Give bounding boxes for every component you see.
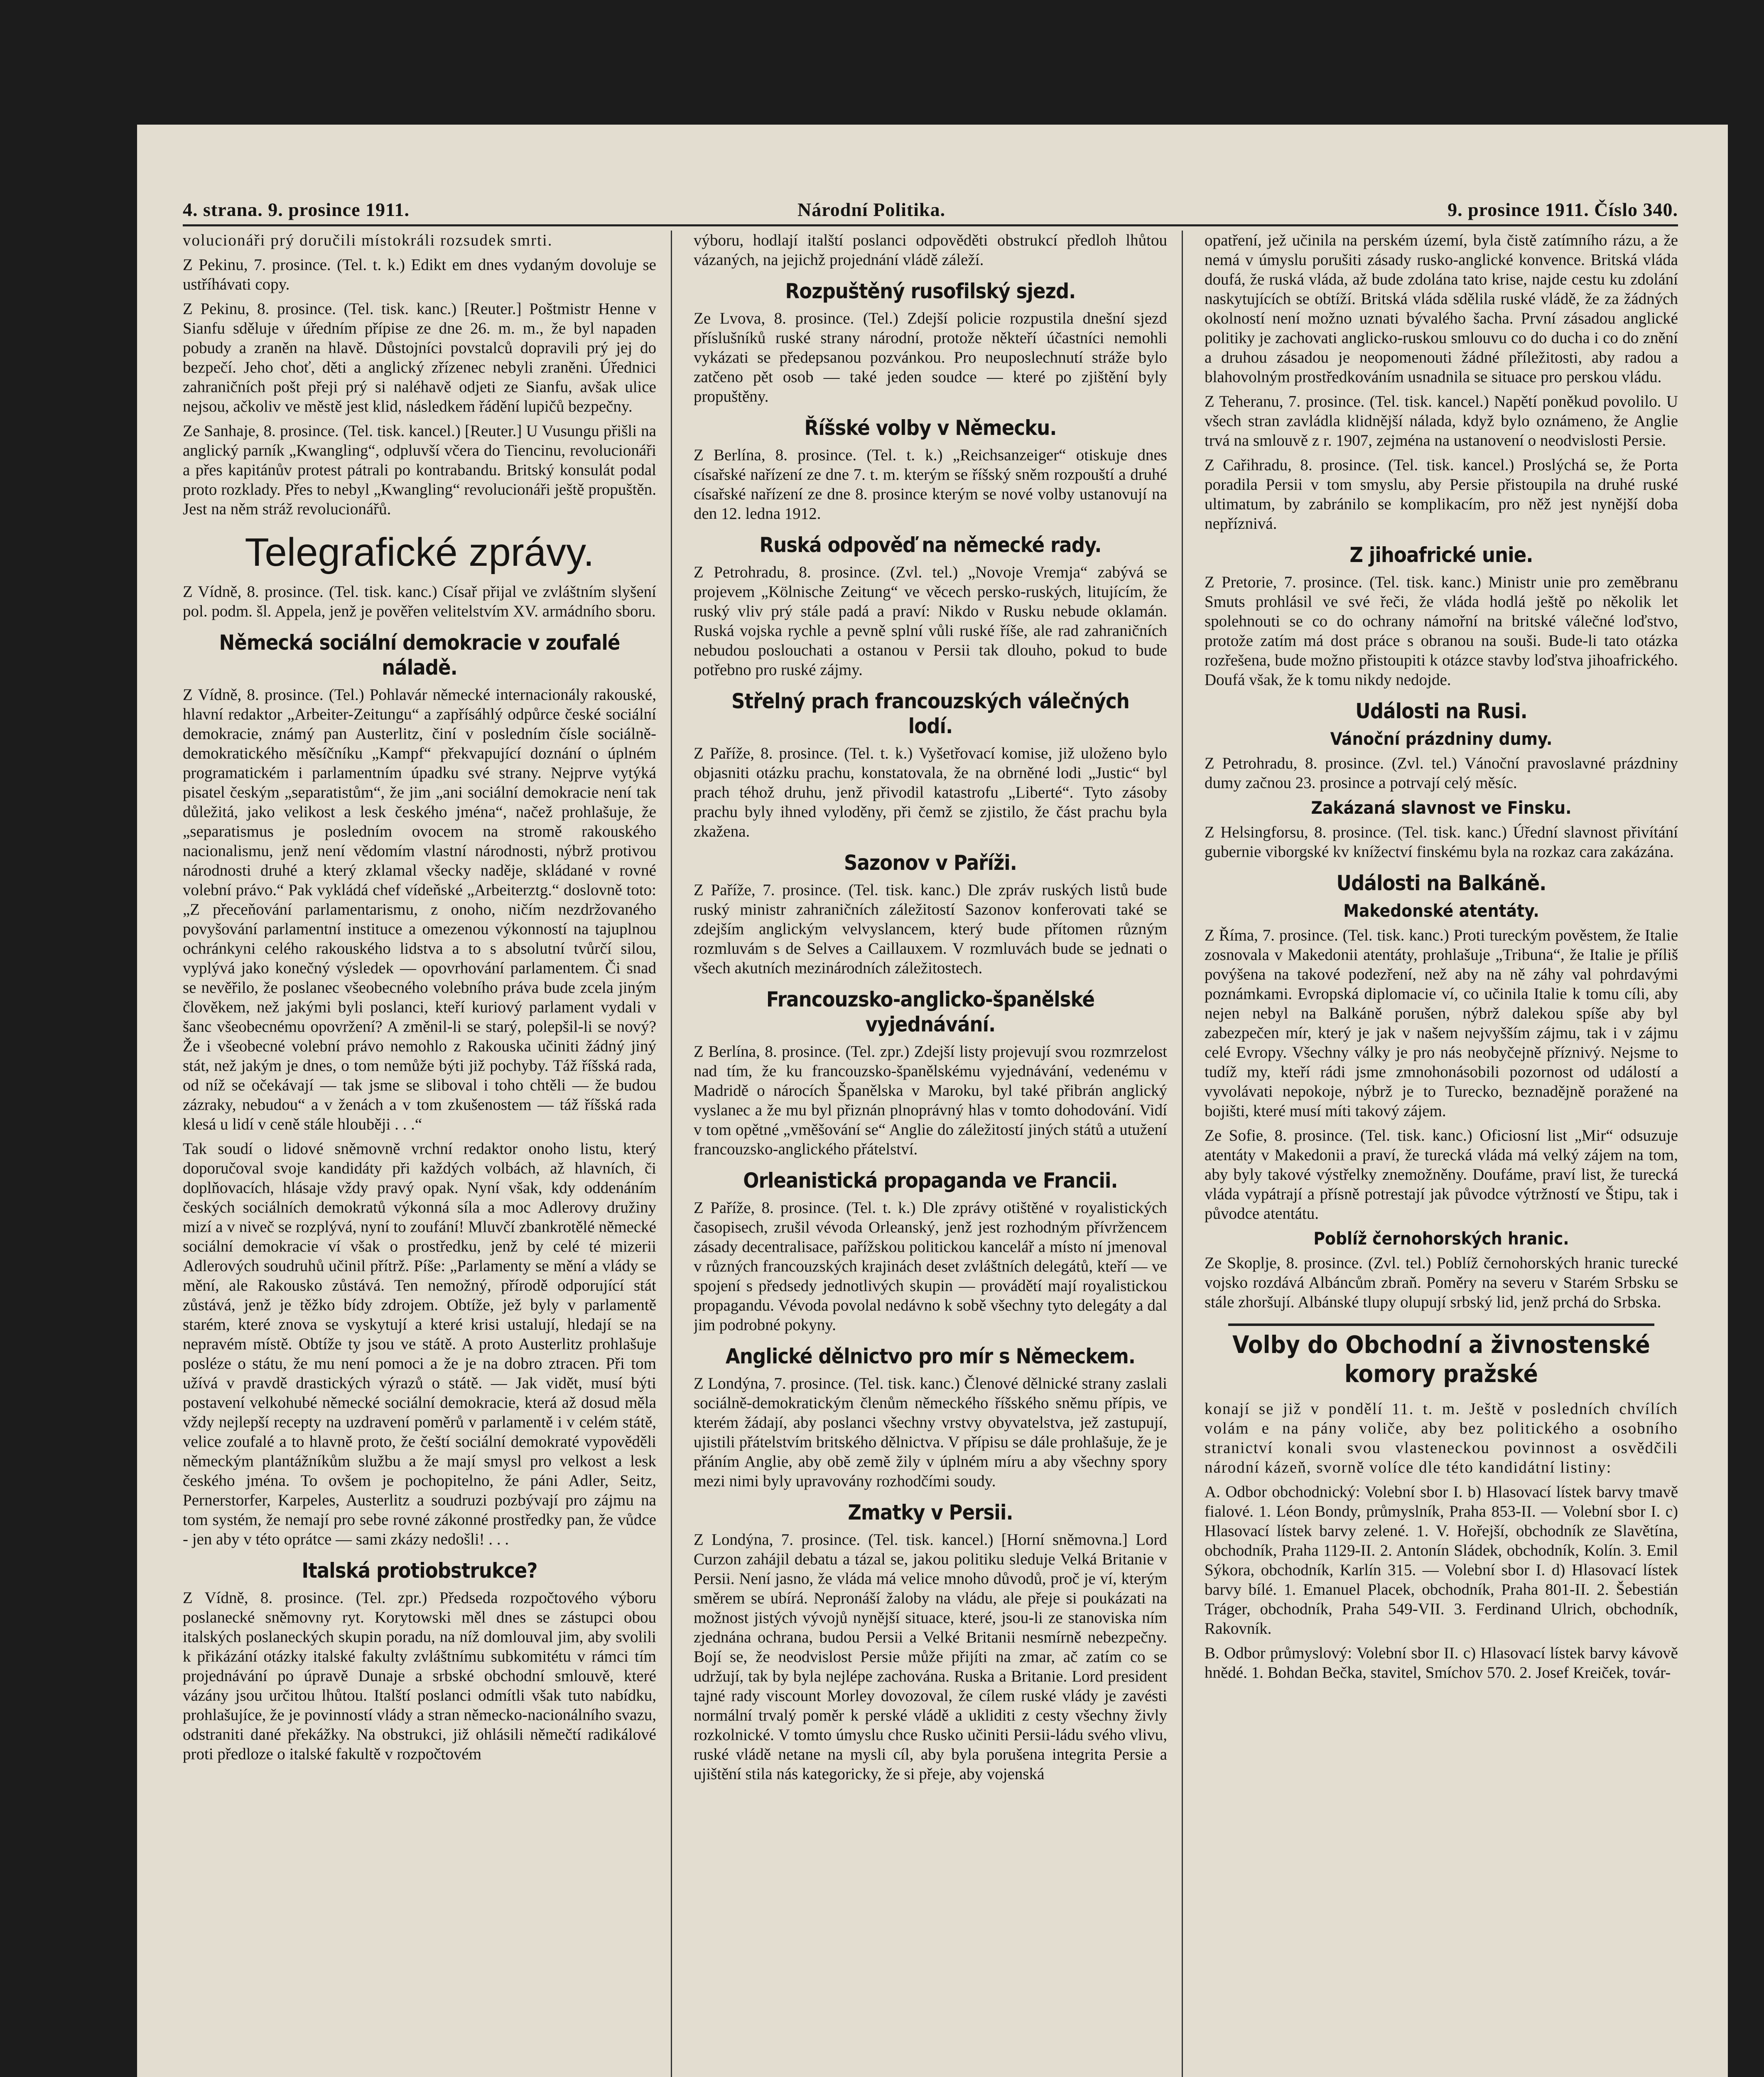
article-paragraph: Z Londýna, 7. prosince. (Tel. tisk. kanc.) Členové dělnické strany zaslali sociálně-demokratickým členům německého říšského sněmu přípis, ve kterém žádají, aby poslanci všechny vrstvy obyvatelstva, jež zastupují, ujistili přátelstvím britského dělnictva. V přípisu se dále prohlašuje, že je přáním Anglie, aby obě země žily v úplném míru a aby všechny spory mezi nimi byly upravovány rozhodčími soudy.: [694, 1375, 1167, 1490]
article-paragraph: A. Odbor obchodnický: Volební sbor I. b) Hlasovací lístek barvy tmavě fialové. 1. Léon Bondy, průmyslník, Praha 853-II. — Volební sbor I. c) Hlasovací lístek barvy zelené. 1. V. Hořejší, obchodník ze Slavětína, obchodník, Praha 1129-II. 2. Antonín Sládek, obchodník, Kolín. 3. Emil Sýkora, obchodník, Karlín 315. — Volební sbor I. d) Hlasovací lístek barvy bílé. 1. Emanuel Placek, obchodník, Praha 801-II. 2. Šebestián Tráger, obchodník, Praha 549-VII. 3. Ferdinand Ulrich, obchodník, Rakovník.: [1205, 1483, 1678, 1638]
article-heading: Ruská odpověď na německé rady.: [759, 533, 1102, 557]
article-paragraph: B. Odbor průmyslový: Volební sbor II. c) Hlasovací lístek barvy kávově hnědé. 1. Bohdan Bečka, stavitel, Smíchov 570. 2. Josef Kreiček, továr-: [1205, 1644, 1678, 1682]
article-paragraph: Z Teheranu, 7. prosince. (Tel. tisk. kancel.) Napětí poněkud povolilo. U všech stran zavládla klidnější nálada, když bylo oznámeno, že Anglie trvá na smlouvě z r. 1907, zejména na ustanovení o neodvislosti Persie.: [1205, 393, 1678, 449]
article-paragraph: Ze Lvova, 8. prosince. (Tel.) Zdejší policie rozpustila dnešní sjezd příslušníků ruské strany národní, protože někteří účastníci nemohli vykázati se předepsanou pozvánkou. Pro neuposlechnutí stráže bylo zatčeno pět osob — také jeden soudce — které po zjištění byly propuštěny.: [694, 309, 1167, 405]
header-date-left: 4. strana. 9. prosince 1911.: [183, 199, 410, 220]
article-heading: Události na Balkáně.: [1336, 871, 1546, 895]
article-paragraph: volucionáři prý doručili místokráli rozsudek smrti.: [183, 231, 553, 249]
section-heading-telegraf: Telegrafické zprávy.: [245, 530, 594, 574]
column-rule: [1182, 231, 1183, 2077]
article-paragraph: Ze Sanhaje, 8. prosince. (Tel. tisk. kancel.) [Reuter.] U Vusungu přišli na anglický parník „Kwangling“, odpluvší včera do Tiencinu, revolucionáři a přes kapitánův protest pátrali po kontrabandu. Britský konsulát podal proto rozklady. Přes to nebyl „Kwangling“ revolucionáři ještě propuštěn. Jest na něm stráž revolucionářů.: [183, 422, 656, 518]
article-paragraph: opatření, jež učinila na perském území, byla čistě zatímního rázu, a že nemá v úmyslu porušiti zásady rusko-anglické konvence. Britská vláda doufá, že ruská vláda, až bude zdolána tato krise, najde cestu ku zdolání naskytujících se obtíží. Britská vláda sdělila ruské vládě, že za žádných okolností není možno uznati bývalého šacha. První zásadou anglické politiky je zachovati anglicko-ruskou smlouvu co do ducha i co do znění a druhou zásadou je neopomenouti žádné příležitosti, aby radou a blahovolným prostředkováním usnadnila se situace pro perskou vládu.: [1205, 231, 1678, 386]
article-paragraph: Z Paříže, 8. prosince. (Tel. t. k.) Dle zprávy otištěné v royalistických časopisech, zrušil vévoda Orleanský, jenž jest rozhodným přívržencem zásady decentralisace, pařížskou politickou kancelář a místo ní jmenoval v různých francouzských krajinách deset zvláštních delegátů, kteří — ve spojení s předsedy jednotlivých skupin — provádětí mají royalistickou propagandu. Vévoda povolal nedávno k sobě všechny tyto delegáty a dal jim podrobné pokyny.: [694, 1199, 1167, 1334]
article-paragraph: Z Vídně, 8. prosince. (Tel. zpr.) Předseda rozpočtového výboru poslanecké sněmovny ryt. Korytowski měl dnes se zástupci obou italských poslaneckých skupin poradu, na níž domlouval jim, aby svolili k přikázání otázky italské fakulty zvláštnímu subkomitétu v rámci tím projednávání po úpravě Dunaje a srbské obchodní smlouvě, které vázány jsou určitou lhůtou. Italští poslanci odmítli však tuto nabídku, prohlašujíce, že je povinností vlády a stran německo-nacionálního svazu, odstraniti dané překážky. Na obstrukci, již ohlásili němečtí radikálové proti předloze o italské fakultě v rozpočtovém: [183, 1589, 656, 1763]
article-subheading: Poblíž černohorských hranic.: [1313, 1228, 1569, 1249]
header-issue-right: 9. prosince 1911. Číslo 340.: [1448, 199, 1678, 220]
article-paragraph: Z Vídně, 8. prosince. (Tel.) Pohlavár německé internacionály rakouské, hlavní redaktor „Arbeiter-Zeitungu“ a zapřísáhlý odpůrce české sociální demokracie, známý pan Austerlitz, činí v posledním čísle sociálně-demokratického měsíčníku „Kampf“ překvapující doznání o úplném programatickém i parlamentním úpadku své strany. Nejprve vytýká pisatel českým „separatistům“, že jim „ani sociální demokracie není tak důležitá, jako velikost a lesk českého jména“, načež prohlašuje, že „separatismus je posledním ovocem na stromě rakouského nacionalismu, jenž není vědomím vlastní národnosti, nýbrž protivou národnosti druhé a který zklamal všecky naděje, skládané v rovné volební právo.“ Pak vykládá chef vídeňské „Arbeiterztg.“ doslovně toto: „Z přeceňování parlamentarismu, z onoho, ničím nezdržovaného povyšování parlamentní instituce a omezenou výkonností na tajuplnou ochránkyni celého rakouského lidstva a to s absolutní tvůrčí silou, vyplývá jako konečný výsledek — opovrhování parlamentem. Či snad se nevěřilo, že poslanec všeobecného volebního práva bude zcela jiným člověkem, než jakými byli poslanci, kteří kuriový parlament vydali v šanc všeobecnému opovržení? A změnil-li se starý, polepšil-li se nový? Že i všeobecné volební právo nemohlo z Rakouska učiniti žádný jiný stát, než jakým je dnes, o tom nemůže býti již pochyby. Táž říšská rada, od níž se očekávají — tak jsme se sliboval i toho chtěli — že budou zázraky, nebudou“ a v ženách a v tom zkušenostem — táž říšská rada klesá u lidí v ceně stále hlouběji . . .“: [183, 686, 656, 1133]
article-paragraph: Z Petrohradu, 8. prosince. (Zvl. tel.) „Novoje Vremja“ zabývá se projevem „Kölnische Zeitung“ ve věcech persko-ruských, litujícím, že ruský vliv prý stále padá a praví: Nikdo v Rusku nebude oklamán. Ruská vojska rychle a pevně splní vůli ruské říše, ale rad zahraničních nebudou poslouchati a ostanou v Persii tak dlouho, pokud to bude potřebno pro ruské zájmy.: [694, 563, 1167, 679]
article-paragraph: Z Berlína, 8. prosince. (Tel. t. k.) „Reichsanzeiger“ otiskuje dnes císařské nařízení ze dne 7. t. m. kterým se říšský sněm rozpouští a druhé císařské nařízení ze dne 8. prosince kterým se nové volby ustanovují na den 12. ledna 1912.: [694, 446, 1167, 523]
article-heading: Říšské volby v Německu.: [804, 416, 1057, 440]
article-paragraph: Z Pekinu, 7. prosince. (Tel. t. k.) Edikt em dnes vydaným dovoluje se ustříhávati copy.: [183, 256, 656, 293]
article-paragraph: Tak soudí o lidové sněmovně vrchní redaktor onoho listu, který doporučoval svoje kandidáty při každých volbách, až hlavních, či doplňovacích, hlásaje vždy pravý opak. Nyní však, kdy oddenáním českých sociálních demokratů výkonná síla a moc Adlerovy družiny mizí a v niveč se rozplývá, nyní to zoufání! Mluvčí zbankrotělé německé sociální demokracie ví však o prostředku, jenž by celé té mizerii Adlerových soudruhů učinil přítrž. Píše: „Parlamenty se mění a vlády se mění, ale Rakousko zůstává. Ten nemožný, přírodě odporující stát zůstává, jenž je těžko bídy zdrojem. Obtíže, jež byly v parlamentě starém, které znova se vyskytují a které krisi ustalují, hledají se na nepravém místě. Obtíže ty jsou ve státě. A proto Austerlitz prohlašuje posléze o státu, že mu není pomoci a že je na dobro ztracen. Při tom užívá v pravdě drastických výrazů o státě. — Jak vidět, musí býti postavení velkohubé německé sociální demokracie, která až dosud měla vždy nejlepší recepty na uzdravení poměrů v parlamentě i v celém státě, velice zoufalé a to hlavně proto, že čeští sociální demokraté vypověděli německým plantážníkům službu a že mají smysl pro velkost a lesk českého jména. To ovšem je pochopitelno, že páni Adler, Seitz, Pernerstorfer, Karpeles, Austerlitz a soudruzi pozbývají pro zájmu na tom systém, že nemají pro sebe rovné zákonné prostředky pan, že vůdce - jen aby v této oprátce — sami zkázy nedošli! . . .: [183, 1140, 656, 1548]
article-heading: Anglické dělnictvo pro mír s Německem.: [725, 1344, 1136, 1368]
article-paragraph: Z Berlína, 8. prosince. (Tel. zpr.) Zdejší listy projevují svou rozmrzelost nad tím, že ku francouzsko-španělskému vyjednávání, vedenému v Madridě o nárocích Španělska v Maroku, byl také přibrán anglický vyslanec a že mu byl přiznán plnoprávný hlas v tomto dohodování. Vidí v tom opětné „vměšování se“ Anglie do záležitostí jiných států a utužení francouzsko-anglického přátelství.: [694, 1043, 1167, 1158]
article-heading: Italská protiobstrukce?: [302, 1559, 537, 1583]
article-subheading: Vánoční prázdniny dumy.: [1330, 729, 1553, 749]
article-paragraph: Z Londýna, 7. prosince. (Tel. tisk. kancel.) [Horní sněmovna.] Lord Curzon zahájil debatu a tázal se, jakou politiku sleduje Velká Britanie v Persii. Není jasno, že vláda má velice mnoho důvodů, proč je ví, kterým směrem se ubírá. Nepronáší žaloby na vládu, ale přeje si poukázati na možnost jistých vývojů nynější situace, které, jsou-li ze stanoviska ním zjednána ochrana, budou Persii a Velké Britanii nesmírně nebezpečny. Bojí se, že neodvislost Persie může přijíti na zmar, ač zatím co se udržují, tak by byla nejlépe zachována. Ruska a Britanie. Lord president tajné rady viscount Morley dovozoval, že cílem ruské vlády je zavésti normální trvalý poměr k perské vládě a ukliditi z cesty všechny živly rozkolnické. V tomto úmyslu chce Rusko učiniti Persii-ládu svého vlivu, ruské vládě netane na mysli cíl, aby byla porušena integrita Persie a ujištění stila nás kategoricky, že si přeje, aby vojenská: [694, 1531, 1167, 1783]
column-1: [183, 231, 656, 2077]
article-heading: Zmatky v Persii.: [848, 1500, 1013, 1525]
article-heading: Střelný prach francouzských válečných lodí.: [731, 689, 1129, 738]
article-paragraph: Z Cařihradu, 8. prosince. (Tel. tisk. kancel.) Proslýchá se, že Porta poradila Persii v tom smyslu, aby Persie přistoupila na druhé ruské ultimatum, by zabránilo se komplikacím, pro něž jest nynější doba nepříznivá.: [1205, 456, 1678, 533]
column-3: [1205, 231, 1678, 2077]
article-heading: Události na Rusi.: [1355, 699, 1527, 723]
article-paragraph: Ze Skoplje, 8. prosince. (Zvl. tel.) Poblíž černohorských hranic turecké vojsko rozdává Albáncům zbraň. Poměry na severu v Starém Srbsku se stále zhoršují. Albánské tlupy olupují srbský lid, jenž prchá do Srbska.: [1205, 1254, 1678, 1311]
article-paragraph: Z Paříže, 8. prosince. (Tel. t. k.) Vyšetřovací komise, již uloženo bylo objasniti otázku prachu, konstatovala, že na obrněné lodi „Justic“ byl prach téhož druhu, jenž přivodil katastrofu „Liberté“. Tyto zásoby prachu byly ihned vyloděny, při čemž se zjistilo, že část prachu byla zkažena.: [694, 744, 1167, 840]
article-heading: Rozpuštěný rusofilský sjezd.: [785, 279, 1076, 303]
article-subheading: Makedonské atentáty.: [1343, 901, 1539, 921]
article-paragraph: Z Pekinu, 8. prosince. (Tel. tisk. kanc.) [Reuter.] Poštmistr Henne v Sianfu sděluje v úředním přípise ze dne 26. m. m., že byl napaden pobudy a zraněn na hlavě. Důstojníci povstalců dopravili prý jej do bezpečí. Jeho choť, děti a anglický zřízenec nebyli zraněni. Úřednici zahraničních pošt přeji prý si naléhavě odjeti ze Sianfu, avšak ulice nejsou, ačkoliv ve městě jest klid, následkem řádění lupičů bezpečny.: [183, 300, 656, 415]
article-paragraph: Z Helsingforsu, 8. prosince. (Tel. tisk. kanc.) Úřední slavnost přivítání gubernie viborgské kv knížectví finskému byla na rozkaz cara zakázána.: [1205, 823, 1678, 861]
article-heading: Sazonov v Paříži.: [844, 851, 1017, 875]
article-heading: Z jihoafrické unie.: [1349, 543, 1533, 567]
article-heading: Německá sociální demokracie v zoufalé náladě.: [219, 631, 620, 680]
article-heading-elections: Volby do Obchodní a živnostenské komory pražské: [1228, 1323, 1654, 1392]
article-paragraph: Ze Sofie, 8. prosince. (Tel. tisk. kanc.) Oficiosní list „Mir“ odsuzuje atentáty v Makedonii a praví, že turecká vláda má velký zájem na tom, aby byly takové výstřelky znemožněny. Doufáme, praví list, že turecká vláda vypátrají a přísně potrestají jak původce výtržností ve Štipu, tak i původce atentátu.: [1205, 1127, 1678, 1223]
article-paragraph: Z Petrohradu, 8. prosince. (Zvl. tel.) Vánoční pravoslavné prázdniny dumy začnou 23. prosince a potrvají celý měsíc.: [1205, 754, 1678, 792]
newspaper-title: Národní Politika.: [797, 199, 946, 220]
column-rule: [671, 231, 672, 2077]
article-subheading: Zakázaná slavnost ve Finsku.: [1311, 798, 1572, 818]
column-2: [694, 231, 1167, 2077]
article-heading: Orleanistická propaganda ve Francii.: [743, 1169, 1118, 1193]
article-paragraph: Z Pretorie, 7. prosince. (Tel. tisk. kanc.) Ministr unie pro zeměbranu Smuts prohlásil ve své řeči, že vláda hodlá ještě po několik let spolehnouti se co do ochrany námořní na britské válečné loďstvo, protože zatím má dost práce s obranou na souši. Bude-li tato otázka rozřešena, bude možno přistoupiti k otázce stavby loďstva jihoafrického. Doufá však, že k tomu nikdy nedojde.: [1205, 573, 1678, 689]
article-paragraph: Z Říma, 7. prosince. (Tel. tisk. kanc.) Proti tureckým pověstem, že Italie zosnovala v Makedonii atentáty, prohlašuje „Tribuna“, že Italie je příliš povýšena na takové podezření, než aby na ně záhy val pohrdavými poznámkami. Evropská diplomacie ví, co učinila Italie k tomu cíli, aby nejen nebyl na Balkáně porušen, nýbrž dalekou spíše aby byl zabezpečen mír, který je jak v našem nejvyšším zájmu, tak i v zájmu celé Evropy. Všechny války je pro nás neobyčejně příznivý. Nejsme to tudíž my, kteří rádi jsme zmnohonásobili pozornost od událostí a vyvolávati nepokoje, nýbrž je to Turecko, beznadějně poražené na bojišti, které musí míti takový zájem.: [1205, 926, 1678, 1120]
page-header: [183, 195, 1678, 226]
newspaper-page: [137, 125, 1728, 2077]
article-heading: Francouzsko-anglicko-španělské vyjednávání.: [766, 987, 1095, 1036]
article-paragraph: Z Paříže, 7. prosince. (Tel. tisk. kanc.) Dle zpráv ruských listů bude ruský ministr zahraničních záležitostí Sazonov konferovati také se zdejším anglickým velvyslancem, který bude přítomen různým rozmluvám s de Selves a Caillauxem. V rozmluvách bude se jednati o všech akutních mezinárodních záležitostech.: [694, 881, 1167, 977]
article-paragraph: konají se již v pondělí 11. t. m. Ještě v posledních chvílích volám e na pány voliče, aby bez politického a osobního stranictví konali svou vlasteneckou povinnost a osvědčili národní kázeň, svorně volíce dle této kandidátní listiny:: [1205, 1400, 1678, 1476]
article-paragraph: Z Vídně, 8. prosince. (Tel. tisk. kanc.) Císař přijal ve zvláštním slyšení pol. podm. šl. Appela, jenž je pověřen velitelstvím XV. armádního sboru.: [183, 583, 656, 620]
article-paragraph: výboru, hodlají italští poslanci odpověděti obstrukcí předloh lhůtou vázaných, na jejichž projednání vládě záleží.: [694, 231, 1167, 269]
